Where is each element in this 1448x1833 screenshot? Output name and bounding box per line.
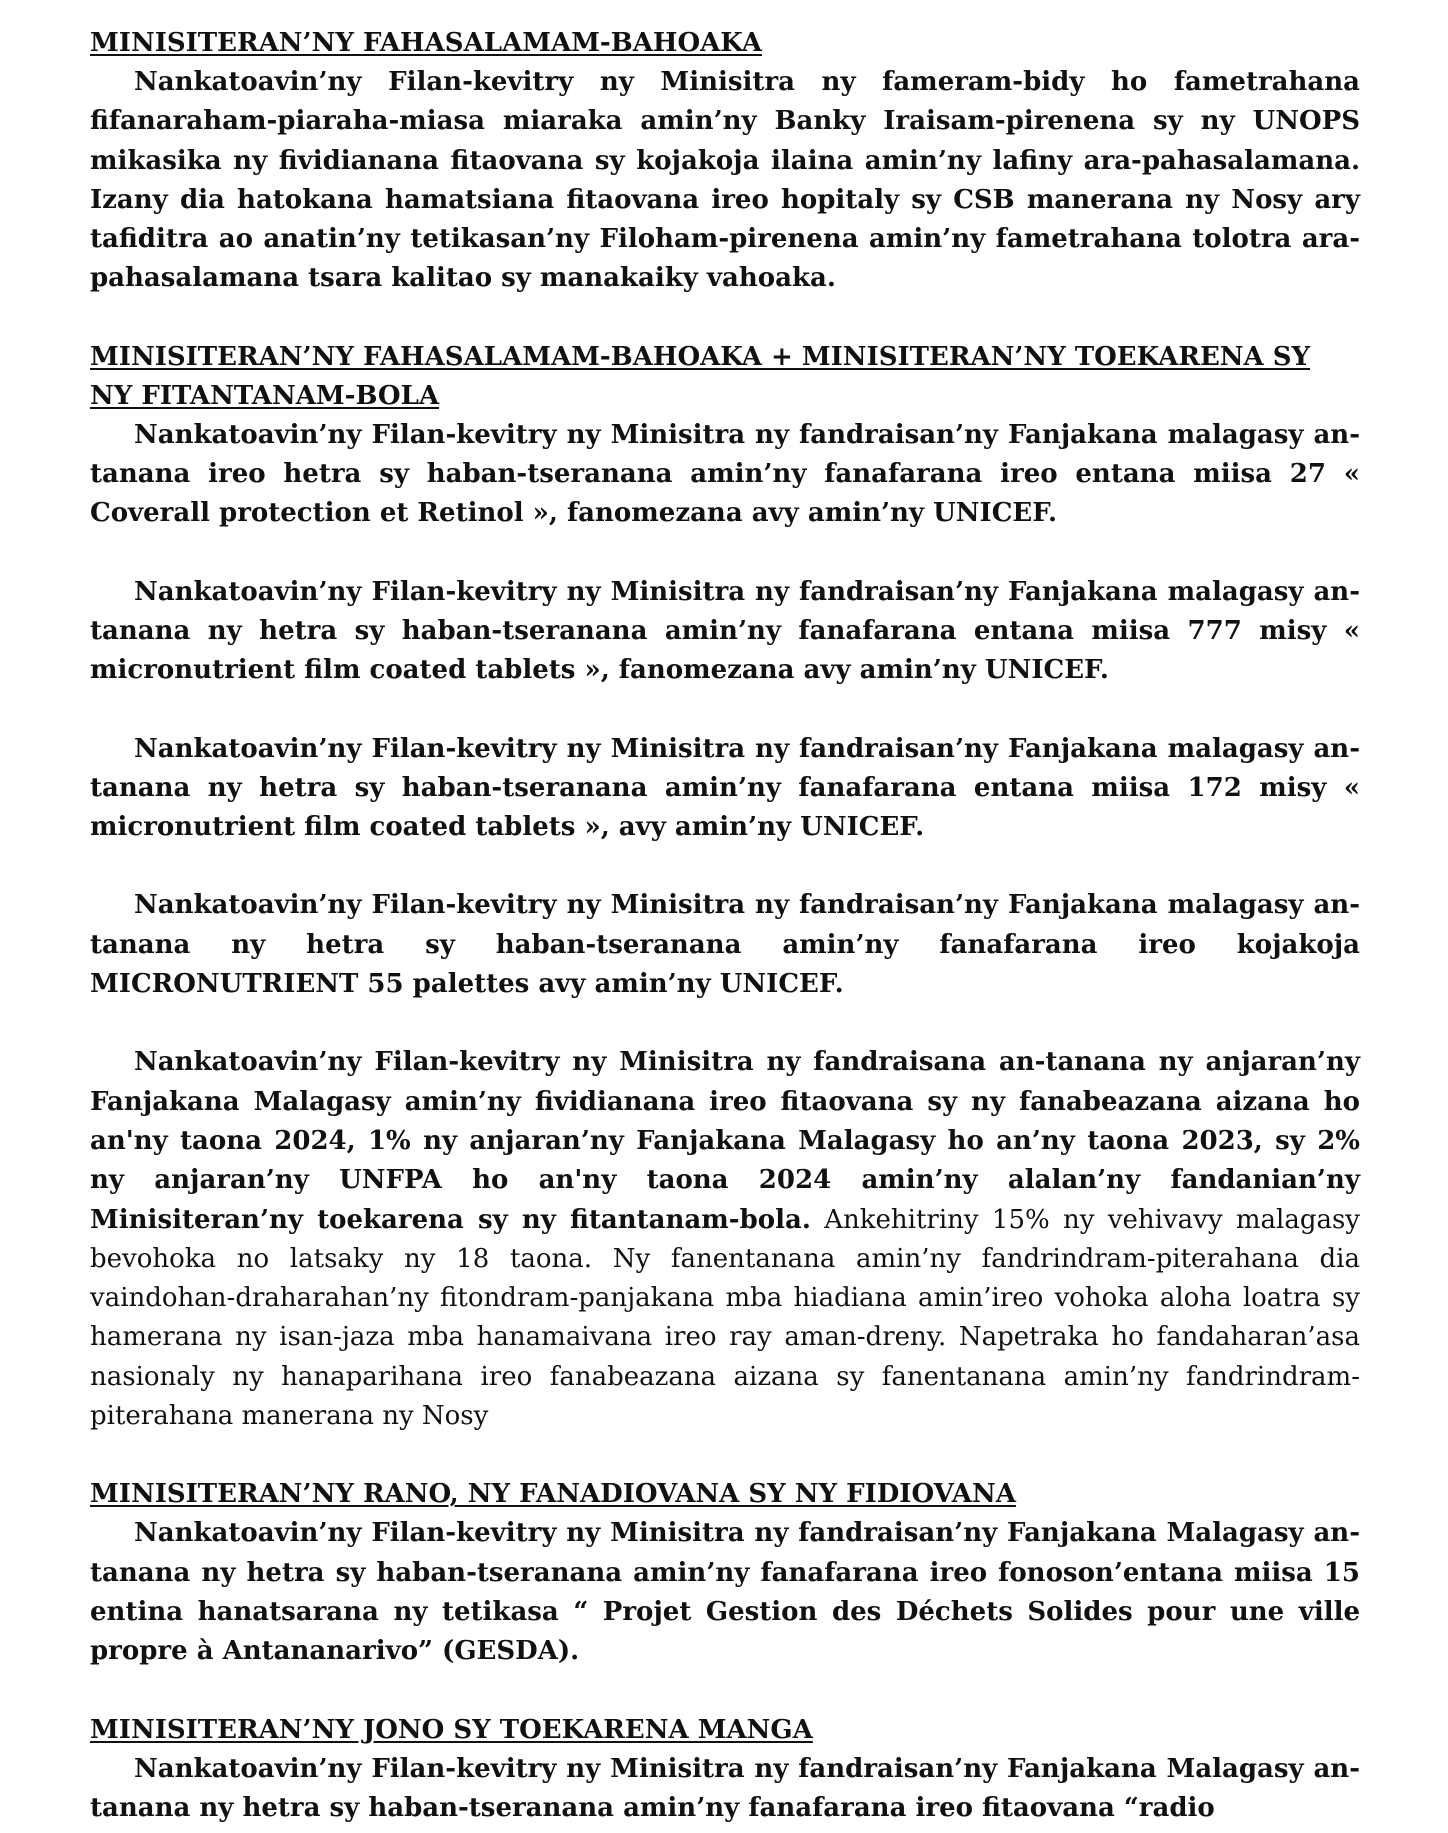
paragraph [90,63,1360,299]
paragraph [90,573,1360,691]
section-water [90,1475,1360,1671]
paragraph-bold-text: Nankatoavin’ny Filan-kevitry ny Minisitra ny fandraisan’ny Fanjakana malagasy an-tanana ireo hetra sy haban-tseranana amin’ny fanafarana ireo entana miisa 27 « Coverall protection et Retinol », fanomezana avy amin’ny UNICEF. [90,419,1360,529]
paragraph-bold-text: Nankatoavin’ny Filan-kevitry ny Minisitra ny fandraisan’ny Fanjakana malagasy an-tanana ny hetra sy haban-tseranana amin’ny fanafarana entana miisa 777 misy « micronutrient film coated tablets », fanomezana avy amin’ny UNICEF. [90,576,1360,686]
paragraph-bold-text: Nankatoavin’ny Filan-kevitry ny Minisitra ny fandraisan’ny Fanjakana Malagasy an-tanana ny hetra sy haban-tseranana amin’ny fanafarana ireo fonoson’entana miisa 15 entina hanatsarana ny tetikasa “ Projet Gestion des Déchets Solides pour une ville propre à Antananarivo” (GESDA). [90,1518,1360,1667]
paragraph-plain-text: Ankehitriny 15% ny vehivavy malagasy bevohoka no latsaky ny 18 taona. Ny fanentanana amin’ny fandrindram-piterahana dia vaindohan-draharahan’ny fitondram-panjakana mba hiadiana amin’ireo vohoka aloha loatra sy hamerana ny isan-jaza mba hanamaivana ireo ray aman-dreny. Napetraka ho fandaharan’asa nasionaly ny hanaparihana ireo fanabeazana aizana sy fanentanana amin’ny fandrindram-piterahana manerana ny Nosy [90,1204,1361,1432]
section-heading: MINISITERAN’NY JONO SY TOEKARENA MANGA [90,1714,813,1745]
section-fisheries [90,1711,1360,1829]
paragraph [90,1043,1360,1436]
paragraph-bold-text: Nankatoavin’ny Filan-kevitry ny Minisitra ny fameram-bidy ho fametrahana fifanaraham-piaraha-miasa miaraka amin’ny Banky Iraisam-pirenena sy ny UNOPS mikasika ny fividianana fitaovana sy kojakoja ilaina amin’ny lafiny ara-pahasalamana. Izany dia hatokana hamatsiana fitaovana ireo hopitaly sy CSB manerana ny Nosy ary tafiditra ao anatin’ny tetikasan’ny Filoham-pirenena amin’ny fametrahana tolotra ara-pahasalamana tsara kalitao sy manakaiky vahoaka. [90,67,1360,294]
paragraph [90,1750,1360,1829]
paragraph [90,886,1360,1004]
paragraph [90,1514,1360,1671]
paragraph [90,730,1360,848]
paragraph-bold-text: Nankatoavin’ny Filan-kevitry ny Minisitra ny fandraisan’ny Fanjakana Malagasy an-tanana ny hetra sy haban-tseranana amin’ny fanafarana ireo fitaovana “radio [90,1753,1360,1823]
section-health-finance [90,338,1360,1437]
section-heading: MINISITERAN’NY FAHASALAMAM-BAHOAKA [90,28,762,58]
document-page [90,24,1360,1828]
section-health [90,24,1360,299]
paragraph [90,416,1360,534]
paragraph-bold-text: Nankatoavin’ny Filan-kevitry ny Minisitra ny fandraisana an-tanana ny anjaran’ny Fanjakana Malagasy amin’ny fividianana ireo fitaovana sy ny fanabeazana aizana ho an'ny taona 2024, 1% ny anjaran’ny Fanjakana Malagasy ho an’ny taona 2023, sy 2% ny anjaran’ny UNFPA ho an'ny taona 2024 amin’ny alalan’ny fandanian’ny Minisiteran’ny toekarena sy ny fitantanam-bola. [90,1047,1360,1235]
paragraph-bold-text: Nankatoavin’ny Filan-kevitry ny Minisitra ny fandraisan’ny Fanjakana malagasy an-tanana ny hetra sy haban-tseranana amin’ny fanafarana ireo kojakoja MICRONUTRIENT 55 palettes avy amin’ny UNICEF. [90,890,1360,1000]
section-heading: MINISITERAN’NY FAHASALAMAM-BAHOAKA + MINISITERAN’NY TOEKARENA SY NY FITANTANAM-BOLA [90,341,1311,411]
section-heading: MINISITERAN’NY RANO, NY FANADIOVANA SY NY FIDIOVANA [90,1479,1016,1510]
paragraph-bold-text: Nankatoavin’ny Filan-kevitry ny Minisitra ny fandraisan’ny Fanjakana malagasy an-tanana ny hetra sy haban-tseranana amin’ny fanafarana entana miisa 172 misy « micronutrient film coated tablets », avy amin’ny UNICEF. [90,733,1360,843]
